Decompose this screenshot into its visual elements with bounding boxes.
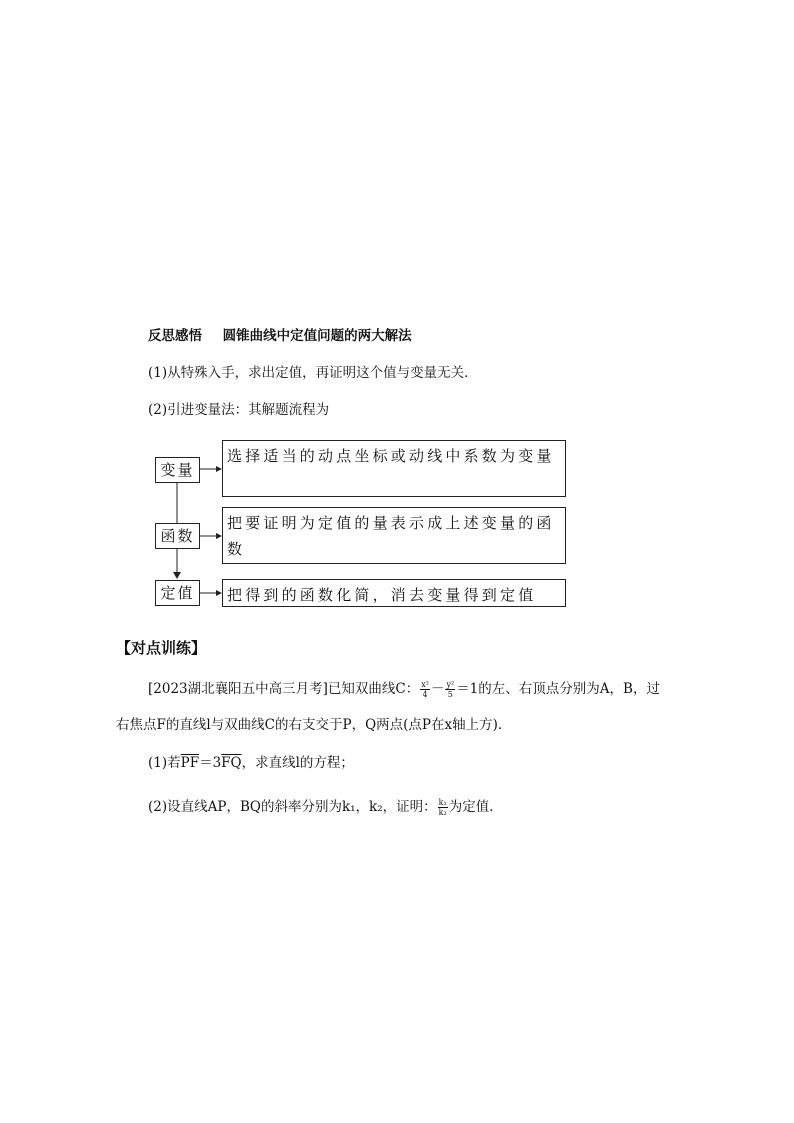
question-1 bbox=[148, 751, 354, 771]
fraction-numerator: y² bbox=[446, 680, 455, 689]
fraction-numerator: x² bbox=[421, 680, 429, 689]
reflection-item-1: (1)从特殊入手，求出定值，再证明这个值与变量无关． bbox=[148, 365, 478, 381]
step-label-variable: 变量 bbox=[155, 457, 200, 483]
fraction-denominator: 4 bbox=[422, 690, 428, 699]
vector-pf: $\overline{PF}$ bbox=[180, 755, 200, 771]
step-content-variable: 选择适当的动点坐标或动线中系数为变量 bbox=[222, 440, 566, 497]
fraction-y2-over-5 bbox=[445, 680, 455, 699]
fraction-denominator: 5 bbox=[447, 690, 453, 699]
equals-three: ＝3 bbox=[199, 755, 222, 771]
practice-equation-rest: ＝1的左、右顶点分别为A，B，过 bbox=[456, 681, 660, 697]
minus-sign: － bbox=[430, 681, 445, 697]
fraction-x2-over-4 bbox=[420, 680, 430, 699]
question-1-suffix: ，求直线l的方程； bbox=[241, 755, 354, 771]
reflection-heading: 反思感悟 bbox=[148, 328, 202, 344]
practice-intro: 已知双曲线C： bbox=[327, 681, 420, 697]
practice-title: 【对点训练】 bbox=[116, 639, 207, 657]
down-arrowhead bbox=[173, 572, 181, 579]
step-label-function: 函数 bbox=[155, 523, 200, 549]
vector-fq: $\overline{FQ}$ bbox=[221, 755, 242, 771]
reflection-item-2: (2)引进变量法：其解题流程为 bbox=[148, 402, 330, 418]
practice-source: [2023湖北襄阳五中高三月考] bbox=[148, 681, 328, 697]
reflection-heading-text: 圆锥曲线中定值问题的两大解法 bbox=[222, 328, 412, 344]
fraction-numerator: k₁ bbox=[438, 798, 447, 807]
step-content-constant: 把得到的函数化简，消去变量得到定值 bbox=[222, 579, 566, 607]
step-label-constant: 定值 bbox=[155, 580, 200, 606]
step-content-function: 把要证明为定值的量表示成上述变量的函数 bbox=[222, 507, 566, 564]
practice-line-1 bbox=[148, 678, 660, 700]
question-2 bbox=[148, 796, 503, 818]
question-1-prefix: (1)若 bbox=[148, 755, 181, 771]
practice-line-2: 右焦点F的直线l与双曲线C的右支交于P，Q两点(点P在x轴上方)． bbox=[116, 717, 512, 733]
question-2-suffix: 为定值． bbox=[448, 799, 503, 815]
question-2-prefix: (2)设直线AP，BQ的斜率分别为k₁，k₂，证明： bbox=[148, 799, 437, 815]
fraction-denominator: k₂ bbox=[438, 808, 447, 817]
fraction-k1-over-k2 bbox=[438, 798, 448, 817]
